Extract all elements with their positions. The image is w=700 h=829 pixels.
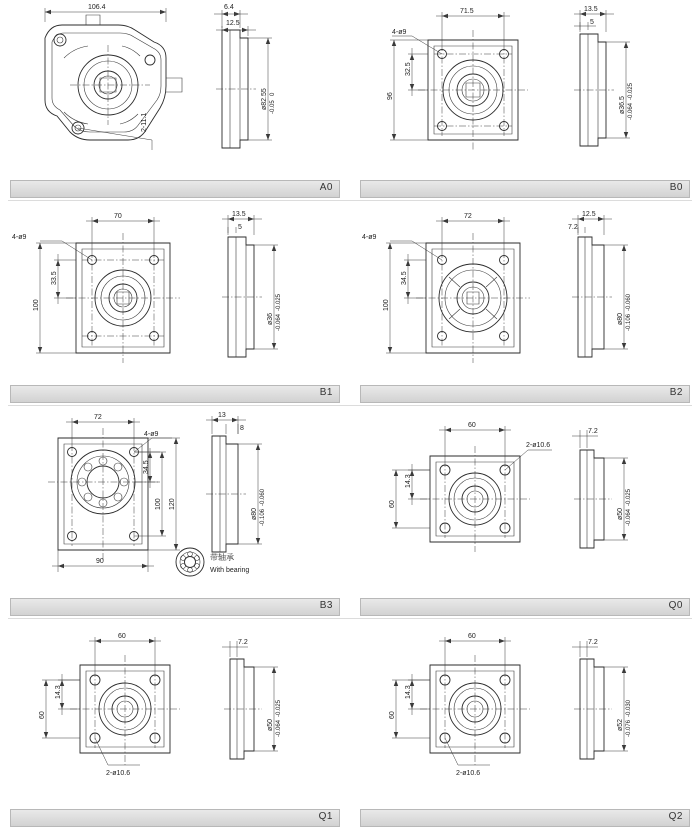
dim-q0-72: 7.2 [588,428,598,435]
drawing-q0 [350,410,700,588]
dim-a0-106: 106.4 [88,4,106,11]
label-bar-b1 [10,385,340,403]
dim-q2-60: 60 [468,633,476,640]
label-bar-q1 [10,809,340,827]
label-code-q2: Q2 [668,811,683,822]
dim-b1-335: 33.5 [51,271,58,285]
dim-b1-70: 70 [114,213,122,220]
dim-q2-tol-lower: -0.076 [626,719,632,737]
dim-q1-143: 14.3 [55,685,62,699]
dim-b2-tol-upper: -0.060 [626,293,632,311]
dim-b0-4xd9: 4-ø9 [392,29,407,36]
dim-q1-60v: 60 [39,711,46,719]
drawing-b2 [350,205,700,375]
dim-b0-diameter: ø36.5 [619,96,626,114]
dim-b3-8: 8 [240,425,244,432]
dim-q0-diameter: ø50 [617,507,624,520]
dim-b2-72: 72 [464,213,472,220]
dim-q1-tol-lower: -0.064 [276,719,282,737]
dim-b0-325: 32.5 [405,62,412,76]
dim-a0-2x111: 2-11.1 [141,112,148,132]
drawing-b3 [0,410,350,588]
dim-q2-tol-upper: -0.030 [626,699,632,717]
dim-b0-5: 5 [590,19,594,26]
dim-b3-diameter: ø80 [251,507,258,520]
drawing-cell-b2 [350,205,700,405]
dim-a0-tol-lower: -0.05 [270,100,276,114]
label-bar-q0 [360,598,690,616]
row-separator-3 [8,618,692,619]
label-code-b0: B0 [669,182,683,193]
label-bar-b3 [10,598,340,616]
dim-q1-72: 7.2 [238,639,248,646]
dim-a0-tol-upper: 0 [270,92,276,96]
note-b3-cn: 带轴承 [210,553,234,562]
dim-b2-diameter: ø80 [617,312,624,325]
drawing-q2 [350,623,700,799]
dim-b3-tol-lower: -0.106 [260,508,266,526]
dim-q2-60v: 60 [389,711,396,719]
label-code-a0: A0 [319,182,333,193]
label-bar-q2 [360,809,690,827]
label-code-b3: B3 [319,600,333,611]
label-code-b1: B1 [319,387,333,398]
dim-b3-13: 13 [218,412,226,419]
dim-b3-4xd9: 4-ø9 [144,431,159,438]
drawing-cell-b3 [0,410,350,618]
dim-q0-tol-upper: -0.025 [626,488,632,506]
dim-q0-2xd106: 2-ø10.6 [526,442,551,449]
dim-b3-120: 120 [169,498,176,510]
dim-b0-tol-upper: -0.025 [628,82,634,100]
dim-b0-715: 71.5 [460,8,474,15]
dim-b0-96: 96 [387,92,394,100]
dim-q0-60v: 60 [389,500,396,508]
drawing-b1 [0,205,350,375]
dim-b3-72: 72 [94,414,102,421]
drawing-cell-a0 [0,0,350,200]
drawing-cell-b0 [350,0,700,200]
label-code-q1: Q1 [318,811,333,822]
dim-b0-tol-lower: -0.064 [628,102,634,120]
row-separator-2 [8,405,692,406]
label-bar-b2 [360,385,690,403]
dim-q2-143: 14.3 [405,685,412,699]
dim-q2-diameter: ø52 [617,718,624,731]
dim-q1-tol-upper: -0.025 [276,699,282,717]
row-separator-1 [8,200,692,201]
drawing-cell-q1 [0,623,350,829]
dim-b2-100: 100 [383,299,390,311]
dim-b2-tol-lower: -0.106 [626,313,632,331]
label-code-b2: B2 [669,387,683,398]
drawing-b0 [350,0,700,170]
dim-b3-tol-upper: -0.060 [260,488,266,506]
dim-q1-2xd106: 2-ø10.6 [106,770,131,777]
drawing-q1 [0,623,350,799]
dim-b3-100: 100 [155,498,162,510]
label-code-q0: Q0 [668,600,683,611]
dim-b3-90: 90 [96,558,104,565]
dim-b3-345: 34.5 [143,460,150,474]
dim-q2-72: 7.2 [588,639,598,646]
dim-q2-2xd106: 2-ø10.6 [456,770,481,777]
dim-a0-diameter: ø82.55 [261,88,268,110]
dim-a0-64: 6.4 [224,4,234,11]
note-b3-en: With bearing [210,567,250,574]
label-bar-a0 [10,180,340,198]
dim-q0-60: 60 [468,422,476,429]
dim-b2-4xd9: 4-ø9 [362,234,377,241]
dim-b0-135: 13.5 [584,6,598,13]
drawing-a0 [0,0,350,170]
dim-b2-345: 34.5 [401,271,408,285]
dim-q0-tol-lower: -0.064 [626,508,632,526]
dim-q1-60: 60 [118,633,126,640]
dim-b1-4xd9: 4-ø9 [12,234,27,241]
drawing-cell-q0 [350,410,700,618]
dim-b1-diameter: ø36 [267,312,274,325]
dim-b1-5: 5 [238,224,242,231]
drawing-cell-q2 [350,623,700,829]
dim-q1-diameter: ø50 [267,718,274,731]
dim-b1-tol-upper: -0.025 [276,293,282,311]
dim-b2-125: 12.5 [582,211,596,218]
dim-a0-125: 12.5 [226,20,240,27]
dim-b1-tol-lower: -0.064 [276,313,282,331]
drawing-cell-b1 [0,205,350,405]
dim-b2-72t: 7.2 [568,224,578,231]
dim-b1-100: 100 [33,299,40,311]
dim-b1-135: 13.5 [232,211,246,218]
dim-q0-143: 14.3 [405,474,412,488]
label-bar-b0 [360,180,690,198]
